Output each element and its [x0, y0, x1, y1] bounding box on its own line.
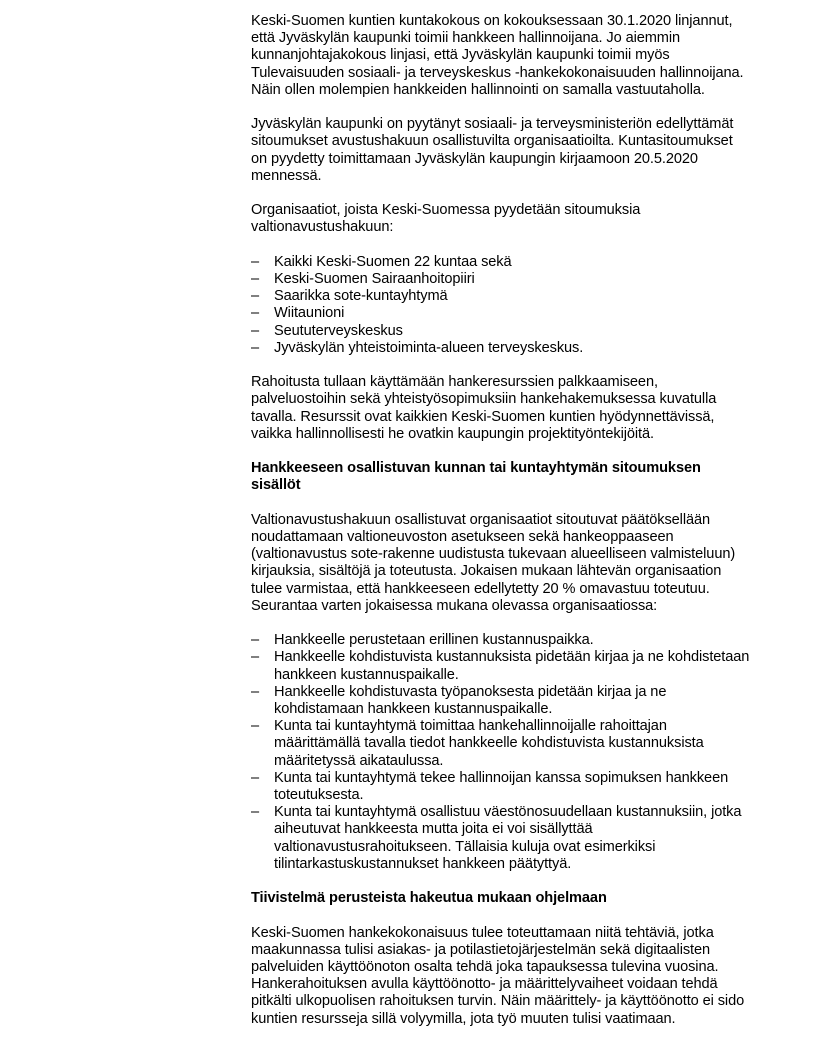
paragraph-organisations-intro: Organisaatiot, joista Keski-Suomessa pyydetään sitoumuksia valtionavustushakuun:	[251, 202, 641, 236]
dash-bullet: –	[251, 804, 260, 821]
list-item: – Kaikki Keski-Suomen 22 kuntaa sekä	[251, 253, 512, 270]
list-item: – Jyväskylän yhteistoiminta-alueen terveyskeskus.	[251, 339, 584, 356]
dash-bullet: –	[251, 253, 260, 270]
dash-bullet: –	[251, 339, 260, 356]
paragraph-funding-use: Rahoitusta tullaan käyttämään hankeresurssien palkkaamiseen, palveluostoihin sekä yhteistyösopimuksiin hankehakemuksessa kuvatulla tavalla. Resurssit ovat kaikkien Keski-Suomen kuntien hyödynnettävissä, vaikka hallinnollisesti he ovatkin kaupungin projektityöntekijöitä.	[251, 374, 717, 442]
list-item: – Hankkeelle perustetaan erillinen kustannuspaikka.	[251, 632, 594, 649]
list-item: – Wiitaunioni	[251, 305, 345, 322]
list-item: – Keski-Suomen Sairaanhoitopiiri	[251, 271, 475, 287]
dash-bullet: –	[251, 288, 260, 305]
section-heading-commitments: Hankkeeseen osallistuvan kunnan tai kuntayhtymän sitoumuksen sisällöt	[251, 460, 701, 494]
dash-bullet: –	[251, 649, 260, 666]
dash-bullet: –	[251, 305, 260, 322]
paragraph-commitments-request: Jyväskylän kaupunki on pyytänyt sosiaali- ja terveysministeriön edellyttämät sitoumukset avustushakuun osallistuvilta organisaatioilta. Kuntasitoumukset on pyydetty toimittamaan Jyväskylän kaupungin kirjaamoon 20.5.2020 mennessä.	[251, 116, 734, 184]
list-item: – Seututerveyskeskus	[251, 322, 403, 339]
paragraph-governance: Keski-Suomen kuntien kuntakokous on kokouksessaan 30.1.2020 linjannut, että Jyväskylän kaupunki toimii hankkeen hallinnoijana. Jo aiemmin kunnanjohtajakokous linjasi, että Jyväskylän kaupunki toimii myös Tulevaisuuden sosiaali- ja terveyskeskus -hankekokonaisuuden hallinnoijana. Näin ollen molempien hankkeiden hallinnointi on samalla vastuutaholla.	[251, 13, 744, 98]
dash-bullet: –	[251, 322, 260, 339]
section-heading-summary: Tiivistelmä perusteista hakeutua mukaan ohjelmaan	[251, 890, 607, 907]
list-item: – Hankkeelle kohdistuvasta työpanoksesta pidetään kirjaa ja ne kohdistamaan hankkeen kustannuspaikalle.	[251, 683, 667, 718]
list-item: – Kunta tai kuntayhtymä osallistuu väestönosuudellaan kustannuksiin, jotka aiheutuvat hankkeesta mutta joita ei voi sisällyttää valtionavustusrahoitukseen. Tällaisia kuluja ovat esimerkiksi tilintarkastuskustannukset hankkeen päätyttyä.	[251, 804, 742, 872]
commitment-list	[251, 632, 751, 873]
list-item: – Saarikka sote-kuntayhtymä	[251, 288, 448, 305]
dash-bullet: –	[251, 632, 260, 649]
list-item: – Kunta tai kuntayhtymä tekee hallinnoijan kanssa sopimuksen hankkeen toteutuksesta.	[251, 769, 729, 804]
document-page	[251, 13, 751, 1045]
dash-bullet: –	[251, 769, 260, 786]
paragraph-summary: Keski-Suomen hankekokonaisuus tulee toteuttamaan niitä tehtäviä, jotka maakunnassa tulisi asiakas- ja potilastietojärjestelmän sekä digitaalisten palveluiden käyttöönoton osalta tehdä joka tapauksessa tulevina vuosina. Hankerahoituksen avulla käyttöönotto- ja määrittelyvaiheet voidaan tehdä pitkälti ulkopuolisen rahoituksen turvin. Näin määrittely- ja käyttöönotto ei sido kuntien resursseja sillä volyymilla, jota työ muuten tulisi vaatimaan.	[251, 924, 745, 1027]
paragraph-commitment-contents: Valtionavustushakuun osallistuvat organisaatiot sitoutuvat päätöksellään noudattamaan valtioneuvoston asetukseen sekä hankeoppaaseen (valtionavustus sote-rakenne uudistusta tukevaan alueelliseen valmisteluun) kirjauksia, sisältöjä ja toteutusta. Jokaisen mukaan lähtevän organisaation tulee varmistaa, että hankkeeseen edellytetty 20 % omavastuu toteutuu. Seurantaa varten jokaisessa mukana olevassa organisaatiossa:	[251, 511, 736, 614]
dash-bullet: –	[251, 271, 260, 287]
dash-bullet: –	[251, 718, 260, 735]
list-item: – Hankkeelle kohdistuvista kustannuksista pidetään kirjaa ja ne kohdistetaan hankkeen kustannuspaikalle.	[251, 649, 750, 683]
list-item: – Kunta tai kuntayhtymä toimittaa hankehallinnoijalle rahoittajan määrittämällä tavalla tiedot hankkeelle kohdistuvista kustannuksista määritetyssä aikataulussa.	[251, 718, 704, 769]
organisation-list	[251, 254, 751, 357]
dash-bullet: –	[251, 683, 260, 700]
